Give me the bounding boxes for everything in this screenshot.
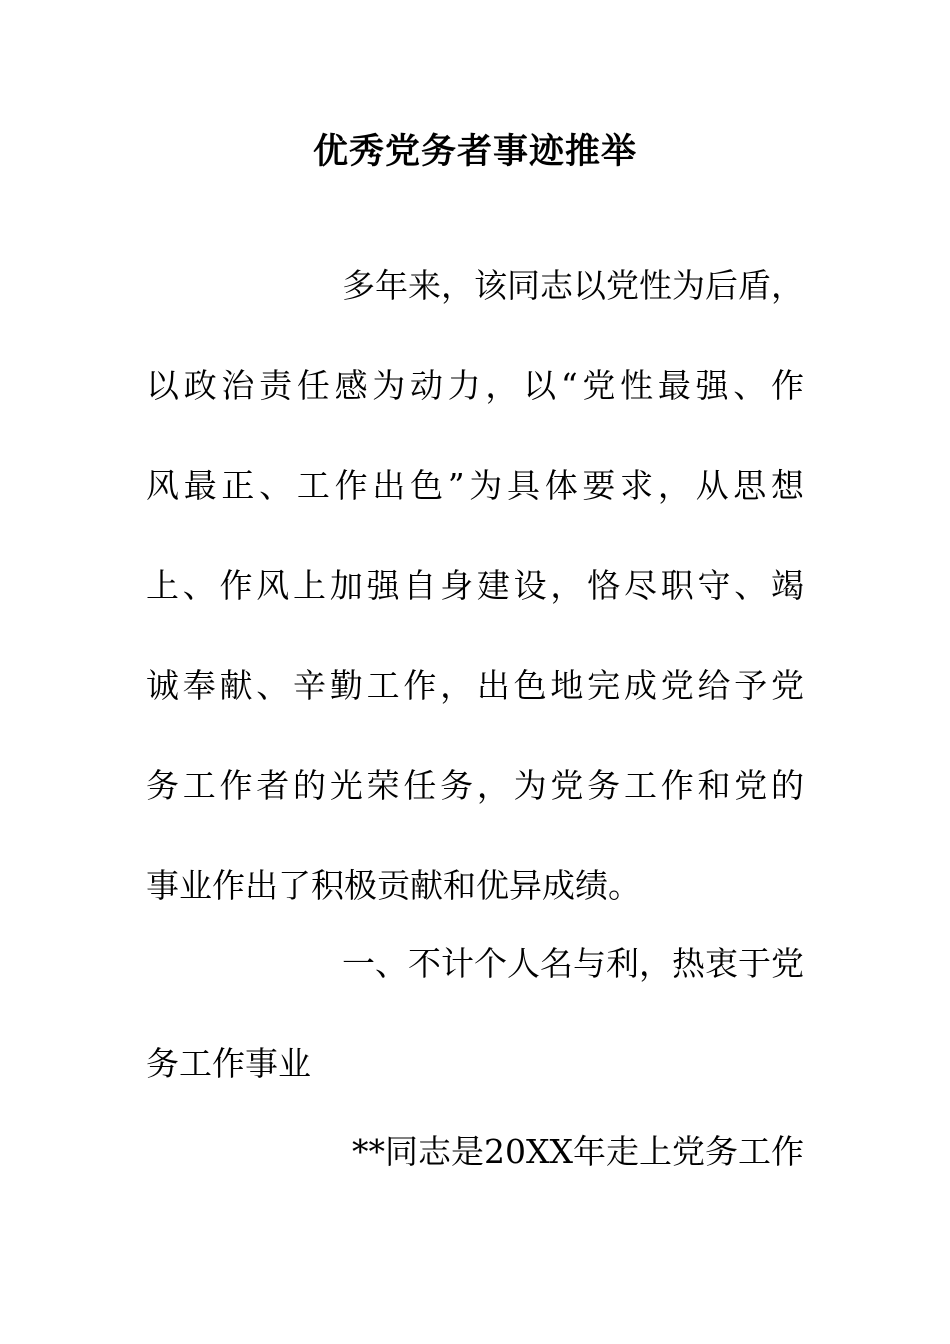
section-heading-line-1: 一、不计个人名与利，热衷于党 bbox=[342, 944, 804, 983]
paragraph-line-6: 务工作者的光荣任务，为党务工作和党的 bbox=[146, 766, 804, 805]
paragraph-line-4: 上、作风上加强自身建设，恪尽职守、竭 bbox=[146, 566, 804, 605]
section-heading-line-2: 务工作事业 bbox=[146, 1044, 311, 1083]
paragraph-line-3: 风最正、工作出色”为具体要求，从思想 bbox=[146, 466, 804, 505]
paragraph-line-8: **同志是20XX年走上党务工作 bbox=[352, 1132, 804, 1171]
paragraph-line-2: 以政治责任感为动力，以“党性最强、作 bbox=[146, 366, 804, 405]
paragraph-line-7: 事业作出了积极贡献和优异成绩。 bbox=[146, 866, 641, 905]
document-title: 优秀党务者事迹推举 bbox=[312, 132, 637, 172]
paragraph-line-1: 多年来，该同志以党性为后盾， bbox=[342, 266, 804, 305]
paragraph-line-5: 诚奉献、辛勤工作，出色地完成党给予党 bbox=[146, 666, 804, 705]
